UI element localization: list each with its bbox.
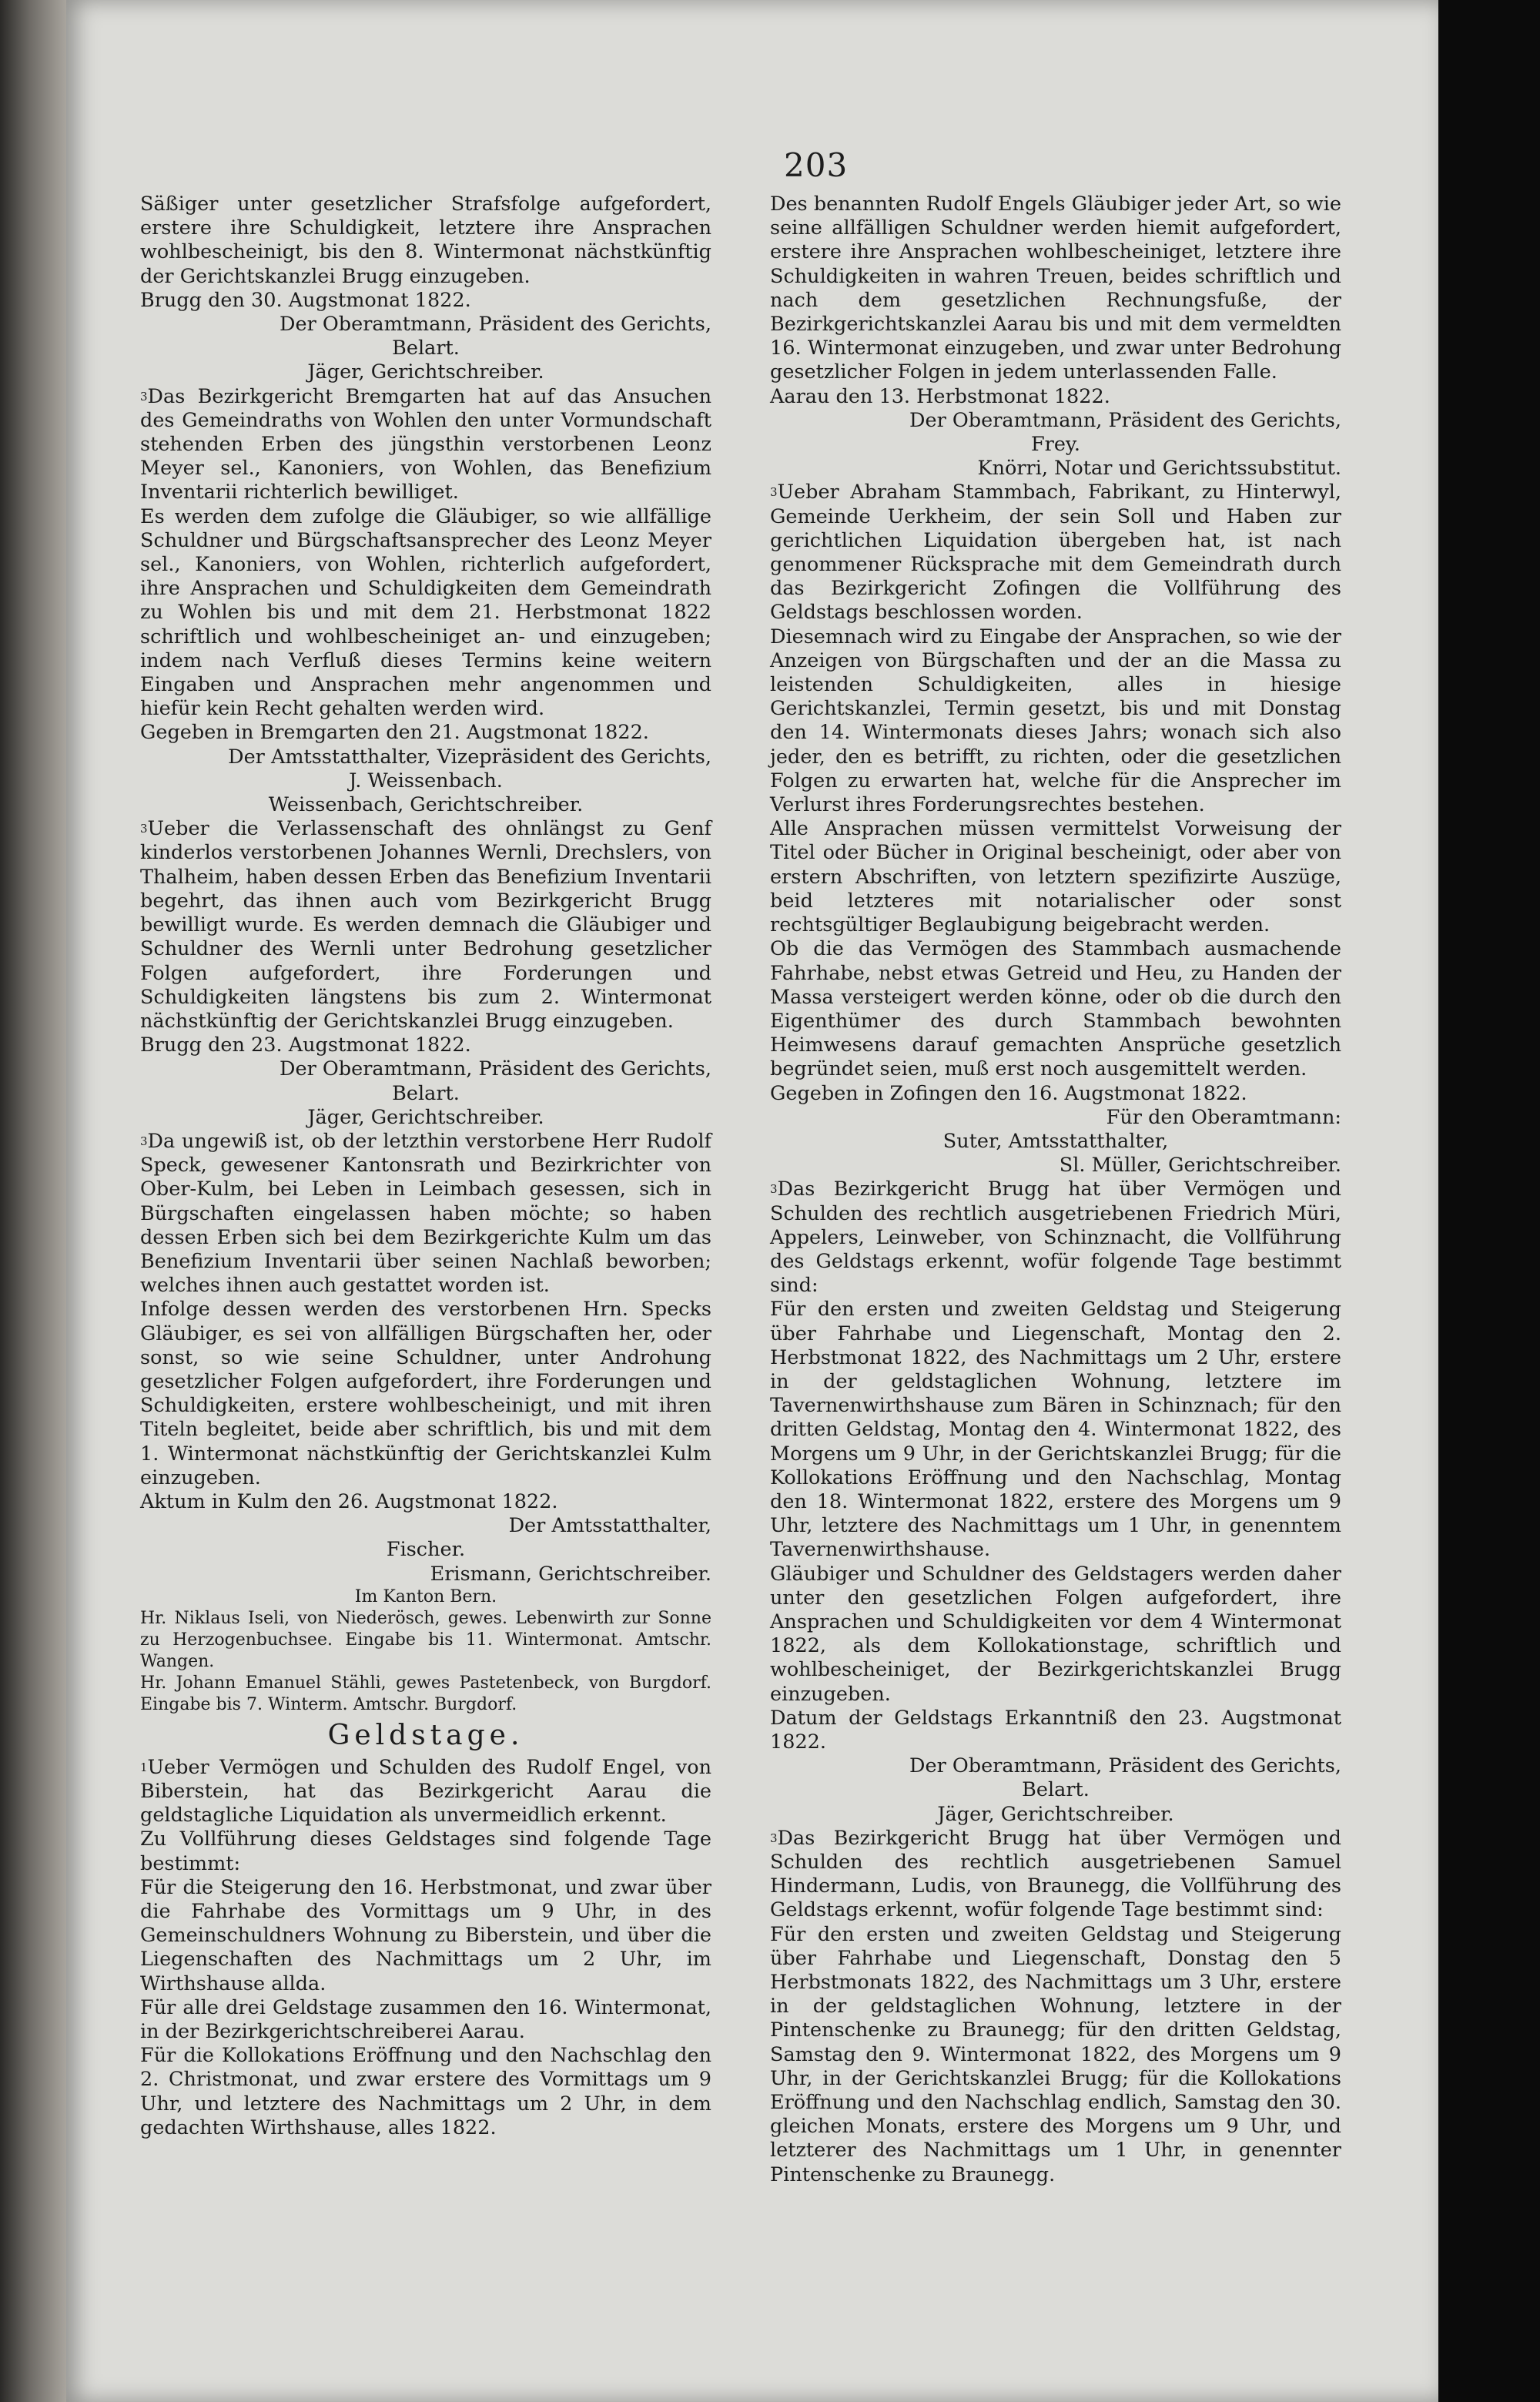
left-column-line xyxy=(140,193,711,289)
left-column-line xyxy=(140,1827,711,1875)
paragraph-text: Das Bezirkgericht Brugg hat über Vermögen und Schulden des rechtlich ausgetriebenen Friedrich Müri, Appelers, Leinweber, von Schinznacht, die Vollführung des Geldstags erkennt, wofür folgende Tage bestimmt sind: xyxy=(770,1178,1341,1298)
right-column-line xyxy=(770,1298,1341,1562)
right-column-line xyxy=(770,817,1341,937)
paragraph-text: Hr. Niklaus Iseli, von Niederösch, gewes. Lebenwirth zur Sonne zu Herzogenbuchsee. Eingabe bis 11. Wintermonat. Amtschr. Wangen. xyxy=(140,1608,711,1671)
right-column-line xyxy=(770,193,1341,385)
paragraph-text: Im Kanton Bern. xyxy=(354,1586,497,1606)
paragraph-text: Für den Oberamtmann: xyxy=(1106,1105,1341,1129)
paragraph-text: Es werden dem zufolge die Gläubiger, so wie allfällige Schuldner und Bürgschaftsansprecher des Leonz Meyer sel., Kanoniers, von Wohlen, richterlich aufgefordert, ihre Ansprachen und Schuldigkeiten dem Gemeindrath zu Wohlen bis und mit dem 21. Herbstmonat 1822 schriftlich und wohlbescheiniget an- und einzugeben; indem nach Verfluß dieses Termins keine weitern Eingaben und Ansprachen mehr angenommen und hiefür kein Recht gehalten werden wird. xyxy=(140,504,711,721)
left-column-line xyxy=(140,769,711,793)
paragraph-text: Der Amtsstatthalter, Vizepräsident des Gerichts, xyxy=(228,745,711,769)
right-column-line xyxy=(770,1923,1341,2187)
paragraph-text: Der Oberamtmann, Präsident des Gerichts, xyxy=(909,1754,1341,1778)
paragraph-text: Ueber Abraham Stammbach, Fabrikant, zu Hinterwyl, Gemeinde Uerkheim, der sein Soll und Haben zur gerichtlichen Liquidation übergeben hat, ist nach genommener Rücksprache mit dem Gemeindrath durch das Bezirkgericht Zofingen die Vollführung des Geldstags beschlossen worden. xyxy=(770,481,1341,625)
paragraph-text: Datum der Geldstags Erkanntniß den 23. Augstmonat 1822. xyxy=(770,1706,1341,1754)
right-column-line xyxy=(770,1827,1341,1923)
book-binding-edge xyxy=(0,0,66,2402)
paragraph-text: Belart. xyxy=(392,337,460,360)
left-column-line xyxy=(140,793,711,817)
paragraph-text: Zu Vollführung dieses Geldstages sind folgende Tage bestimmt: xyxy=(140,1827,711,1875)
paragraph-text: Suter, Amtsstatthalter, xyxy=(942,1129,1169,1153)
paragraph-text: Knörri, Notar und Gerichtssubstitut. xyxy=(977,457,1341,481)
left-column-line xyxy=(140,1106,711,1130)
paragraph-text: Aarau den 13. Herbstmonat 1822. xyxy=(770,384,1110,408)
left-column-line xyxy=(140,385,711,505)
right-column-line xyxy=(770,1130,1341,1154)
left-column-line xyxy=(140,1563,711,1586)
paragraph-text: Aktum in Kulm den 26. Augstmonat 1822. xyxy=(140,1489,558,1513)
left-column-line xyxy=(140,337,711,360)
left-column-line xyxy=(140,1876,711,1996)
left-column-line xyxy=(140,721,711,745)
right-column-line xyxy=(770,1803,1341,1827)
left-column-line xyxy=(140,313,711,337)
left-column-line xyxy=(140,1996,711,2044)
left-column-line xyxy=(140,1538,711,1562)
paragraph-text: Der Oberamtmann, Präsident des Gerichts, xyxy=(909,408,1341,432)
right-column xyxy=(770,193,1341,2187)
paragraph-text: Gegeben in Zofingen den 16. Augstmonat 1822. xyxy=(770,1081,1247,1105)
paragraph-text: Belart. xyxy=(1022,1778,1090,1802)
paragraph-text: Des benannten Rudolf Engels Gläubiger jeder Art, so wie seine allfälligen Schuldner werden hiemit aufgefordert, erstere ihre Ansprachen wohlbescheiniget, letztere ihre Schuldigkeiten in wahren Treuen, beides schriftlich und nach dem gesetzlichen Rechnungsfuße, der Bezirkgerichtskanzlei Aarau bis und mit dem vermeldten 16. Wintermonat einzugeben, und zwar unter Bedrohung gesetzlicher Folgen in jedem unterlassenden Falle. xyxy=(770,193,1341,384)
right-column-line xyxy=(770,433,1341,457)
left-column-line xyxy=(140,1490,711,1514)
paragraph-text: Fischer. xyxy=(386,1538,466,1562)
right-column-line xyxy=(770,1178,1341,1298)
left-column-line xyxy=(140,1673,711,1716)
right-column-line xyxy=(770,385,1341,409)
left-column-line xyxy=(140,745,711,769)
right-column-line xyxy=(770,1778,1341,1802)
paragraph-text: Frey. xyxy=(1030,433,1081,457)
paragraph-text: Ueber Vermögen und Schulden des Rudolf Engel, von Biberstein, hat das Bezirkgericht Aarau die geldstagliche Liquidation als unvermeidlich erkennt. xyxy=(140,1755,711,1827)
right-column-line xyxy=(770,937,1341,1081)
paragraph-text: Da ungewiß ist, ob der letzthin verstorbene Herr Rudolf Speck, gewesener Kantonsrath und Bezirkrichter von Ober-Kulm, bei Leben in Leimbach gesessen, sich in Bürgschaften eingelassen haben möchte; so haben dessen Erben sich bei dem Bezirkgerichte Kulm um das Benefizium Inventarii über seinen Nachlaß beworben; welches ihnen auch gestattet worden ist. xyxy=(140,1129,711,1298)
left-column-line xyxy=(140,1586,711,1608)
paragraph-text: Jäger, Gerichtschreiber. xyxy=(307,360,544,384)
paragraph-text: Das Bezirkgericht Bremgarten hat auf das Ansuchen des Gemeindraths von Wohlen den unter Vormundschaft stehenden Erben des jüngsthin verstorbenen Leonz Meyer sel., Kanoniers, von Wohlen, das Benefizium Inventarii richterlich bewilliget. xyxy=(140,384,711,504)
paragraph-text: J. Weissenbach. xyxy=(349,769,503,792)
left-column-line xyxy=(140,1057,711,1081)
left-column-line xyxy=(140,1298,711,1490)
right-column-line xyxy=(770,457,1341,481)
paragraph-text: Weissenbach, Gerichtschreiber. xyxy=(268,793,584,817)
left-column-line xyxy=(140,1756,711,1828)
left-column-line xyxy=(140,1514,711,1538)
paragraph-text: Diesemnach wird zu Eingabe der Ansprachen, so wie der Anzeigen von Bürgschaften und der an die Massa zu leistenden Schuldigkeiten, alles in hiesige Gerichtskanzlei, Termin gesetzt, bis und mit Donstag den 14. Wintermonats dieses Jahrs; wonach sich also jeder, den es betrifft, zu richten, oder die gesetzlichen Folgen zu erwarten hat, welche für die Ansprecher im Verlurst ihres Forderungsrechtes bestehen. xyxy=(770,625,1341,817)
paragraph-text: Für den ersten und zweiten Geldstag und Steigerung über Fahrhabe und Liegenschaft, Donstag den 5 Herbstmonats 1822, des Nachmittags um 3 Uhr, erstere in der geldstaglichen Wohnung, letztere in der Pintenschenke zu Braunegg; für den dritten Geldstag, Samstag den 9. Wintermonat 1822, des Morgens um 9 Uhr, in der Gerichtskanzlei Brugg; für die Kollokations Eröffnung und den Nachschlag endlich, Samstag den 30. gleichen Monats, erstere des Morgens um 9 Uhr, und letzterer des Nachmittags um 1 Uhr, in genennter Pintenschenke zu Braunegg. xyxy=(770,1922,1341,2186)
paragraph-text: Gläubiger und Schuldner des Geldstagers werden daher unter den gesetzlichen Folgen aufgefordert, ihre Ansprachen und Schuldigkeiten vor dem 4 Wintermonat 1822, als dem Kollokationstage, schriftlich und wohlbescheiniget, der Bezirkgerichtskanzlei Brugg einzugeben. xyxy=(770,1562,1341,1706)
right-column-line xyxy=(770,1106,1341,1130)
paragraph-text: Für die Steigerung den 16. Herbstmonat, und zwar über die Fahrhabe des Vormittags um 9 Uhr, in des Gemeinschuldners Wohnung zu Biberstein, und über die Liegenschaften des Nachmittags um 2 Uhr, im Wirthshause allda. xyxy=(140,1875,711,1995)
notice-repeat-number: 3 xyxy=(140,1134,148,1148)
notice-repeat-number: 3 xyxy=(770,1831,778,1845)
notice-repeat-number: 3 xyxy=(770,485,778,500)
paragraph-text: Jäger, Gerichtschreiber. xyxy=(307,1105,544,1129)
right-column-line xyxy=(770,1707,1341,1754)
paragraph-text: Für alle drei Geldstage zusammen den 16. Wintermonat, in der Bezirkgerichtschreiberei Aarau. xyxy=(140,1995,711,2044)
paragraph-text: Sl. Müller, Gerichtschreiber. xyxy=(1059,1154,1341,1178)
left-column-line xyxy=(140,1082,711,1106)
left-column-line xyxy=(140,1608,711,1673)
paragraph-text: Hr. Johann Emanuel Stähli, gewes Pastetenbeck, von Burgdorf. Eingabe bis 7. Winterm. Amtschr. Burgdorf. xyxy=(140,1673,711,1714)
paragraph-text: Gegeben in Bremgarten den 21. Augstmonat 1822. xyxy=(140,721,649,745)
left-column-line xyxy=(140,360,711,384)
right-column-line xyxy=(770,1154,1341,1178)
paragraph-text: Brugg den 23. Augstmonat 1822. xyxy=(140,1033,471,1057)
paragraph-text: Geldstage. xyxy=(327,1719,524,1751)
left-column-line xyxy=(140,505,711,722)
paragraph-text: Der Oberamtmann, Präsident des Gerichts, xyxy=(280,1057,711,1081)
left-column-line xyxy=(140,817,711,1033)
paragraph-text: Brugg den 30. Augstmonat 1822. xyxy=(140,288,471,312)
left-column xyxy=(140,193,711,2140)
left-column-line xyxy=(140,1130,711,1298)
paragraph-text: Belart. xyxy=(392,1081,460,1105)
paragraph-text: Alle Ansprachen müssen vermittelst Vorweisung der Titel oder Bücher in Original bescheinigt, oder aber von erstern Abschriften, von letztern spezifizirte Auszüge, beid letzteres mit notarialischer oder sonst rechtsgültiger Beglaubigung beigebracht werden. xyxy=(770,817,1341,937)
paragraph-text: Jäger, Gerichtschreiber. xyxy=(937,1802,1174,1826)
page xyxy=(66,0,1438,2402)
left-column-line xyxy=(140,289,711,313)
notice-repeat-number: 1 xyxy=(140,1760,148,1774)
left-column-line xyxy=(140,1716,711,1756)
paragraph-text: Säßiger unter gesetzlicher Strafsfolge aufgefordert, erstere ihre Schuldigkeit, letztere ihre Ansprachen wohlbescheinigt, bis den 8. Wintermonat nächstkünftig der Gerichtskanzlei Brugg einzugeben. xyxy=(140,193,711,288)
paragraph-text: Der Oberamtmann, Präsident des Gerichts, xyxy=(280,313,711,337)
paragraph-text: Das Bezirkgericht Brugg hat über Vermögen und Schulden des rechtlich ausgetriebenen Samuel Hindermann, Ludis, von Braunegg, die Vollführung des Geldstags erkennt, wofür folgende Tage bestimmt sind: xyxy=(770,1826,1341,1922)
paragraph-text: Infolge dessen werden des verstorbenen Hrn. Specks Gläubiger, es sei von allfälligen Bürgschaften her, oder sonst, so wie seine Schuldner, unter Androhung gesetzlicher Folgen aufgefordert, ihre Forderungen und Schuldigkeiten, erstere wohlbescheinigt, und mit ihren Titeln begleitet, beide aber schriftlich, bis und mit dem 1. Wintermonat nächstkünftig der Gerichtskanzlei Kulm einzugeben. xyxy=(140,1298,711,1489)
right-column-line xyxy=(770,625,1341,818)
paragraph-text: Ueber die Verlassenschaft des ohnlängst zu Genf kinderlos verstorbenen Johannes Wernli, Drechslers, von Thalheim, haben dessen Erben das Benefizium Inventarii begehrt, das ihnen auch vom Bezirkgericht Brugg bewilligt wurde. Es werden demnach die Gläubiger und Schuldner des Wernli unter Bedrohung gesetzlicher Folgen aufgefordert, ihre Forderungen und Schuldigkeiten längstens bis zum 2. Wintermonat nächstkünftig der Gerichtskanzlei Brugg einzugeben. xyxy=(140,817,711,1033)
paragraph-text: Für den ersten und zweiten Geldstag und Steigerung über Fahrhabe und Liegenschaft, Montag den 2. Herbstmonat 1822, des Nachmittags um 2 Uhr, erstere in der geldstaglichen Wohnung, letztere im Tavernenwirthshause zum Bären in Schinznach; für den dritten Geldstag, Montag den 4. Wintermonat 1822, des Morgens um 9 Uhr, in der Gerichtskanzlei Brugg; für die Kollokations Eröffnung und den Nachschlag, Montag den 18. Wintermonat 1822, erstere des Morgens um 9 Uhr, letztere des Nachmittags um 1 Uhr, in genenntem Tavernenwirthshause. xyxy=(770,1298,1341,1562)
right-column-line xyxy=(770,481,1341,625)
page-number: 203 xyxy=(784,146,849,184)
right-column-line xyxy=(770,1754,1341,1778)
right-column-line xyxy=(770,409,1341,433)
notice-repeat-number: 3 xyxy=(140,822,148,836)
right-column-line xyxy=(770,1563,1341,1707)
notice-repeat-number: 3 xyxy=(140,389,148,404)
right-column-line xyxy=(770,1082,1341,1106)
left-column-line xyxy=(140,2044,711,2140)
paragraph-text: Ob die das Vermögen des Stammbach ausmachende Fahrhabe, nebst etwas Getreid und Heu, zu Handen der Massa versteigert werden könne, oder ob die durch den Eigenthümer des durch Stammbach bewohnten Heimwesens darauf gemachten Ansprüche gesetzlich begründet seien, muß erst noch ausgemittelt werden. xyxy=(770,937,1341,1081)
paragraph-text: Erismann, Gerichtschreiber. xyxy=(430,1562,711,1586)
left-column-line xyxy=(140,1033,711,1057)
paragraph-text: Der Amtsstatthalter, xyxy=(508,1514,711,1538)
notice-repeat-number: 3 xyxy=(770,1182,778,1197)
paragraph-text: Für die Kollokations Eröffnung und den Nachschlag den 2. Christmonat, und zwar erstere des Vormittags um 9 Uhr, und letztere des Nachmittags um 2 Uhr, in dem gedachten Wirthshause, alles 1822. xyxy=(140,2044,711,2139)
